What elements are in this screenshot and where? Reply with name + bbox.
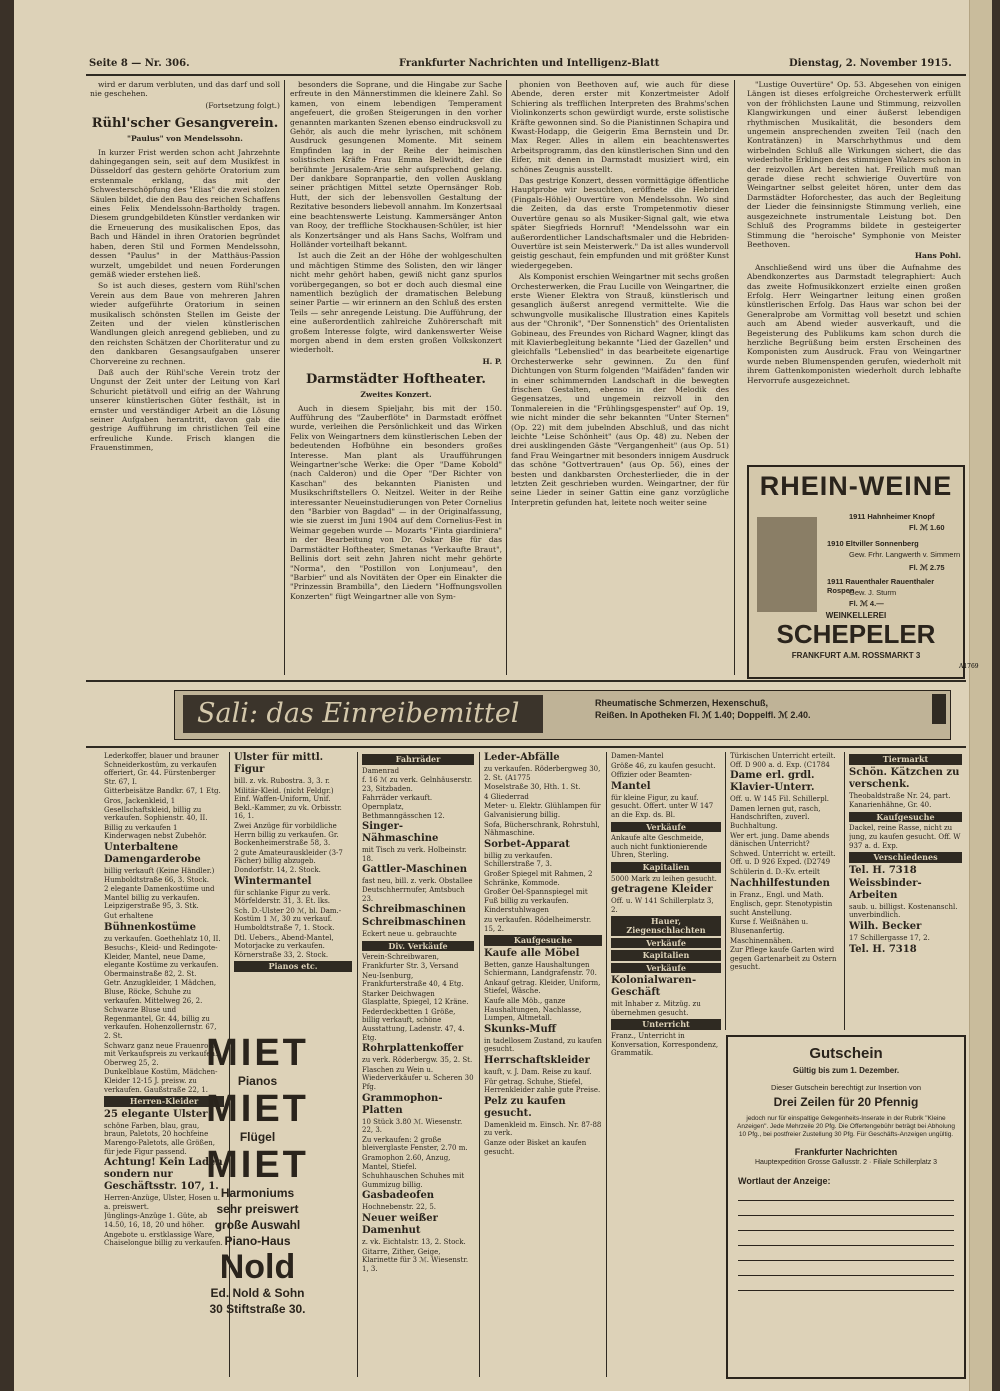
ad-headline: Kaufe alle Möbel [484,947,580,959]
piano-ad-line: Harmoniums [220,1186,295,1200]
column-divider [479,752,480,1377]
classifieds-column-5 [611,752,721,1377]
classified-ad: Ankaufe alte Geschmeide, auch nicht funktionierende Uhren, Sterling. [611,834,708,860]
coupon-validity: Gültig bis zum 1. Dezember. [792,1066,900,1075]
piano-ad-line: MIET [206,1032,309,1074]
classified-ad: Betten, ganze Haushaltungen Schiermann, Landgrafenstr. 70. [484,960,597,978]
wine-price: Fl. ℳ 1.60 [909,523,945,532]
section-heading: Verkäufe [611,963,721,974]
page-number: Seite 8 — Nr. 306. [89,58,190,69]
ad-code: A1769 [959,663,979,670]
classified-ad: Schülerin d. D.-Kv. erteilt [730,867,820,876]
classified-ad: Kinderstuhlwagen [484,906,549,915]
classified-ad: Flaschen zu Wein u. Wiederverkäufer u. Scheren 30 Pfg. [362,1065,474,1092]
ad-headline: Wintermantel [234,875,312,887]
piano-ad-line: große Auswahl [214,1218,301,1232]
wine-advertisement [747,465,965,679]
section-heading: Fahrräder [362,754,474,765]
page-header [89,58,959,74]
sali-advertisement [174,690,951,740]
ad-title: RHEIN-WEINE [759,471,953,501]
section-rule [86,746,966,748]
classified-ad: Größe 46, zu kaufen gesucht. [611,761,716,770]
header-rule [86,74,966,76]
classified-ad: Ganze oder Bisket an kaufen gesucht. [484,1139,587,1156]
classified-ad: Schwarz ganz neue Frauenrock, mit Verkaufspreis zu verkaufen. Oberweg 25, 2. [104,1041,219,1067]
wine-item: 1911 Hahnheimer Knopf [849,512,935,521]
classified-ad: Moselstraße 30, Hth. 1. St. [484,783,581,792]
piano-ad-line: Nold [219,1248,296,1286]
coupon [726,1035,966,1379]
classified-ad: Damen-Mantel [611,752,664,760]
paragraph: besonders die Soprane, und die Hingabe zur Sache erfreute in den Männerstimmen die kleinere Zahl. So kamen, von einem lebendigen Temperament angefeuert, die großen Steigerungen in den vorher genannten markanten Szenen ebenso eindrucksvoll zu Gehör, als auch die mehr lyrischen, mit schönem Ausdruck gesungenen Momente. Mit seinem Empfinden lag in der Reihe der heimischen solistischen Kräfte Frau Emma Bellwidt, der die berühmte Jerusalem-Arie sehr aufsprechend gelang. Der dankbare Sopranpartie, den vollen Ausklang seiner prächtigen Mittel setzte Opernsänger Rob. Hutt, der sich der lebensvollen Gestaltung der Rezitative besonders liebevoll annahm. Im Konzertsaal eine beachtenswerte Leistung. Kammersänger Anton van Rooy, der treffliche Stockhausen-Schüler, ist hier als Konzertsänger und als Hans Sachs, Wolfram und Holländer vorteilhaft bekannt. [290,80,502,249]
article-title: Darmstädter Hoftheater. [306,372,486,388]
classifieds-column-7 [849,752,962,1030]
paragraph: Daß auch der Rühl'sche Verein trotz der Ungunst der Zeit unter der Leitung von Karl Schuricht pietätvoll und eifrig an der Wahrung unserer künstlerischen Güter festhält, ist in ernster und verständiger Arbeit an die Lösung seiner Aufgaben herantritt, davon gab die gestrige Aufführung im christlichen Teil eine erfreuliche Kunde. Frisch klangen die Frauenstimmen, [90,367,280,453]
section-heading: Pianos etc. [234,961,352,972]
classified-ad: Kurse f. Weißnähen u. Blusenanfertig. [730,918,809,935]
classified-ad: Lederkoffer, blauer und brauner Schneiderkostüm, zu verkaufen offeriert, Gr. 44. Fürstenberger Str. 67, I. [104,752,219,786]
classified-ad: Meter- u. Elektr. Glühlampen für Galvanisierung billig. [484,802,601,819]
classified-ad: 2 elegante Damenkostüme und Mantel billig zu verkaufen. Leipzigerstraße 95, 3. Stk. [104,885,215,911]
coupon-field-label: Wortlaut der Anzeige: [738,1176,831,1186]
coupon-text: Dieser Gutschein berechtigt zur Insertion von [770,1083,922,1092]
coupon-write-line[interactable] [738,1200,954,1201]
ad-headline: getragene Kleider [611,884,713,896]
classified-ad: Franz., Unterricht in Konversation, Korrespondenz, Grammatik. [611,1032,719,1058]
castle-illustration [757,517,817,612]
classified-ad: Sch. D.-Ulster 20 ℳ, bl. Dam.-Kostüm 1 ℳ, 30 zu verkauf. Humboldtstraße 7, 1. Stock. [234,906,342,932]
paragraph: Ist auch die Zeit an der Höhe der wohlgeschulten und mächtigen Stimme des Solisten, den wir länger nicht mehr gehört haben, gewiß nicht ganz spurlos vorübergegangen, so bot er doch auch diesmal eine namentlich bezüglich der dramatischen Belebung seiner Partie — wir erinnern an den Schluß des ersten Teils — sehr anregende Leistung. Die Aufführung, der eine außerordentlich zahlreiche Zuhörerschaft mit großem Interesse folgte, wird dankenswerter Weise morgen abend in dem ersten großen Volkskonzert wiederholt. [290,251,502,355]
column-divider [506,80,507,675]
article-subtitle: "Paulus" von Mendelssohn. [127,134,243,144]
ad-headline: Nachhilfestunden [730,877,830,889]
ad-headline: Bühnenkostüme [104,921,196,933]
classified-ad: für kleine Figur, zu kauf. gesucht. Offert. unter W 147 an die Exp. ds. Bl. [611,793,714,819]
coupon-publisher: Frankfurter Nachrichten [794,1147,898,1157]
ad-headline: Schreibmaschinen [362,904,466,916]
paragraph: Auch in diesem Spieljahr, bis mit der 150. Aufführung des "Zauberflöte" in Darmstadt eröffnet wurde, verleihen die Persönlichkeit und das Wirken Felix von Weingartners dem künstlerischen Leben der bedeutenden Hofbühne ein besonders großes Interesse. Man plant als Uraufführungen Weingartner'sche Werke: die Oper "Dame Kobold" (nach Calderon) und die Oper "Der Richter von Kaschan" des bekannten Pianisten und Musikschriftstellers O. Neitzel. Weiter in der Reihe interessanter Neueinstudierungen von Peter Cornelius den "Barbier von Bagdad" — in der Originalfassung, wie sie zuerst im Juni 1904 auf dem Cornelius-Fest in Weimar gegeben wurde — Mozarts "Finta giardiniera" in der Bearbeitung von Dr. Oskar Bie für das Darmstädter Hoftheater, Smetanas "Verkaufte Braut", Bellinis dort seit zehn Jahren nicht mehr gehörte "Norma", den "Postillon von Lonjumeau", den "Barbier" und als Novitäten der Oper ein Einakter die "Prinzessin Brambilla", den Liedern "Hoffnungsvollen Konzerten" fügt Weingartner alle von Sym- [290,403,502,601]
classified-ad: Neu-Isenburg, Frankfurterstraße 40, 4 Etg. [362,971,464,989]
piano-ad-line: 30 Stiftstraße 30. [209,1302,306,1316]
classified-ad: Eckert neue u. gebrauchte [362,930,457,939]
paragraph: So ist auch dieses, gestern vom Rühl'schen Verein aus dem Baue von mehreren Jahren wieder aufgeführte Oratorium in seinen musikalisch schönsten Stellen im Geiste der Zeiten und der vielen künstlerischen Wandlungen gleich anregend geblieben, und zu den reichsten Schätzen der Chorliteratur und zu den dankbaren Gesangsaufgaben unserer Chorvereine zu rechnen. [90,281,280,366]
ad-address: FRANKFURT A.M. ROSSMARKT 3 [791,651,921,660]
classified-ad: Für getrag. Schuhe, Stiefel, Herrenkleider zahle gute Preise. [484,1077,601,1095]
ad-headline: Unterbaltene Damengarderobe [104,841,201,865]
classified-ad: Großer Oel-Spannspiegel mit Fuß billig zu verkaufen. [484,888,588,905]
article-column-3 [511,80,729,673]
classifieds-column-2 [234,752,352,1027]
ad-headline: Kolonialwaren-Geschäft [611,975,697,999]
wine-price: Fl. ℳ 2.75 [909,563,945,572]
classified-ad: fast neu, bill. z. verk. Obstallee Deutschherrnufer, Amtsbuch 23. [362,877,473,903]
classified-ad: in Franz., Engl. und Math. [730,890,824,899]
wine-price: Fl. ℳ 4.— [849,599,884,608]
classified-ad: Federdeckbetten 1 Größe, billig verkauft, schöne Ausstattung, Ladenstr. 47, 4. Etg. [362,1007,465,1042]
classified-ad: zu verkaufen. Röderbergweg 30, 2. St. (A1775 [484,765,601,782]
masthead: Frankfurter Nachrichten und Intelligenz-Blatt [399,58,660,69]
paragraph: "Lustige Ouvertüre" Op. 53. Abgesehen von einigen Längen ist dieses erfolgreiche Orchesterwerk erfüllt von der fröhlichsten Laune und Stimmung, reizvollen Klangwirkungen und einer äußerst lebendigen rhythmischen Musikalität, die besonders dem ungemein ansprechenden zweiten Teil (nach den Kontratänzen) in Marschrhythmus und dem wirbelnden Schluß alle Wirkungen sichert, die das wiederholte Erklingen des stimmigen Walzers schon in der reizvollen Art bereiten hat. Freilich muß man gerade diese recht schwierige Ouvertüre von Weingartner selbst geleitet hören, unter dem das Darmstädter Hoforchester, das auch der Begleitung der Lieder die feinsinnigste Stimmung verlieh, eine ausgezeichnete instrumentale Leistung bot. Den Schluß des Programms bildete in gesteigerter Stimmung die "heroische" Symphonie von Meister Beethoven. [747,80,961,249]
classified-ad: Dunkelblaue Kostüm, Mädchen-Kleider 12-15 J. preisw. zu verkaufen. Gaußstraße 22, 1. [104,1068,218,1094]
section-heading: Kapitalien [611,862,721,873]
classified-ad: Theobaldstraße Nr. 24, part. [849,791,951,800]
barcode-block [932,694,946,724]
classified-ad: 4 Gliederrad [484,792,529,801]
ad-headline: Tel. H. 7318 [849,864,917,876]
ad-headline: Skunks-Muff [484,1023,556,1035]
classified-ad: Militär-Kleid. (nicht Feldgr.) Einf. Waffen-Uniform, Unif. Bekl.-Kammer, zu vk. Orbisstr. 16, 1. [234,786,342,821]
piano-ad-line: MIET [206,1144,309,1186]
column-divider [606,752,607,1377]
section-heading: Verschiedenes [849,852,962,863]
brand-name: SCHEPELER [776,619,936,649]
classified-ad: Sofa, Bücherschrank, Rohrstuhl, Nähmaschine. [484,820,600,838]
section-heading: Kaufgesuche [849,812,962,823]
sali-banner: Sali: das Einreibemittel [183,695,543,733]
column-divider [734,80,735,675]
section-heading: Div. Verkäufe [362,941,474,952]
coupon-title: Gutschein [809,1045,883,1062]
classified-ad: mit Tisch zu verk. Holbeinstr. 18. [362,846,467,863]
ad-headline: Sorbet-Apparat [484,838,570,850]
wine-item: 1911 Rauenthaler Rauenthaler Rospen [827,577,935,595]
coupon-offer: Drei Zeilen für 20 Pfennig [773,1095,919,1109]
ad-headline: Schön. Kätzchen zu verschenk. [849,766,960,790]
newspaper-page [14,0,992,1391]
column-divider [725,752,726,1030]
classified-ad: zu verkaufen. Rödelheimerstr. 15, 2. [484,915,592,933]
classified-ad: Billig zu verkaufen 1 Kinderwagen nebst Zubehör. [104,823,207,841]
classified-ad: Schwed. Unterricht w. erteilt. Off. u. D 926 Exped. (D2749 [730,849,836,867]
classified-ad: zu verk. Röderbergw. 35, 2. St. [362,1056,473,1065]
piano-advertisement [189,1033,326,1378]
classified-ad: Herren-Anzüge, Ulster, Hosen u. a. preiswert. [104,1194,221,1211]
ad-headline: Pelz zu kaufen gesucht. [484,1095,566,1119]
classified-ad: Hochnebenstr. 22, 5. [362,1203,436,1212]
classified-ad: Zwei Anzüge für vorbildliche Herrn billig zu verkaufen. Gr. Bockenheimerstraße 58, 3. [234,821,339,848]
classified-ad: schöne Farben, blau, grau, braun, Paletots, 20 hochfeine Marengo-Paletots, alle Größen, für jede Figur passend. [104,1121,215,1156]
ad-headline: Mantel [611,780,651,792]
ad-headline: Weissbinder-Arbeiten [849,877,922,901]
section-heading: Hauer, Ziegenschlachten [611,916,721,935]
page-edge [969,0,992,1391]
coupon-write-line[interactable] [738,1260,954,1261]
intro-text: wird er darum verbluten, und das darf und soll nie geschehen. [90,80,280,99]
date: Dienstag, 2. November 1915. [789,58,952,69]
piano-ad-line: MIET [206,1088,309,1130]
classified-ad: Englisch, gepr. Stenotypistin sucht Anstellung. [730,900,833,917]
classified-ad: für schlanke Figur zu verk. Mörfelderstr. 31, 3. Et. lks. [234,888,331,906]
classified-ad: Damenrad [362,766,400,775]
coupon-write-line[interactable] [738,1215,954,1216]
classified-ad: billig zu verkaufen. Schillerstraße 7, 3. [484,851,553,869]
sali-text [595,697,810,721]
article-column-1 [90,80,280,673]
ad-headline: Gattler-Maschinen [362,864,468,876]
classified-ad: Off. u. W 141 Schillerplatz 3, 2. [611,897,714,914]
classified-ad: Besuchs-, Kleid- und Redingote-Kleider, Mantel, neue Dame, elegante Kostüme zu verkaufen. Obermainstraße 82, 2. St. [104,944,219,978]
classifieds-column-6 [730,752,840,1030]
piano-ad-line: Pianos [237,1074,278,1088]
column-divider [357,752,358,1377]
classified-ad: Off. u. W 145 Fil. Schillerpl. [730,795,830,804]
coupon-write-line[interactable] [738,1230,954,1231]
classified-ad: kauft, v. J. Dam. Reise zu kauf. [484,1068,592,1077]
classified-ad: bill. z. vk. Rubostra. 3, 3. r. [234,777,330,785]
ad-subtitle: WEINKELLEREI [825,611,887,620]
classified-ad: Offizier oder Beamten- [611,771,692,780]
classified-ad: Türkischen Unterricht erteilt. Off. D 900 a. d. Exp. (C1784 [730,752,836,769]
classified-ad: Wer ert. jung. Dame abends dänischen Unterricht? [730,831,830,849]
section-heading: Kaufgesuche [484,935,602,946]
author-signature: Hans Pohl. [914,251,961,261]
sali-line-1: Rheumatische Schmerzen, Hexenschuß, [595,698,769,708]
column-divider [284,80,285,675]
classified-ad: billig verkauft (Keine Händler.) Humboldtstraße 66, 3. Stock. [104,866,215,884]
classified-ad: Verein-Schreibwaren, Frankfurter Str. 3, Versand [362,953,459,970]
section-heading: Unterricht [611,1019,721,1030]
classified-ad: Schuhhauschen Schuhes mit Gummizug billig. [362,1172,465,1189]
coupon-write-line[interactable] [738,1245,954,1246]
classified-ad: Fahrräder verkauft. Opernplatz, Bethmanngässchen 12. [362,794,445,820]
ad-headline: Wilh. Becker [849,920,922,932]
classified-ad: z. vk. Eichtalstr. 13, 2. Stock. [362,1237,466,1246]
coupon-write-line[interactable] [738,1290,954,1291]
classified-ad: Starker Deichwagen Glasplatte, Spiegel, 12 Kräne. [362,989,469,1007]
column-divider [844,752,845,1030]
classified-ad: Maschinennähen. [730,936,793,945]
classified-ad: 2 gute Amateurauskleider (3-7 Fächer) billig abzugeb. Dondorfstr. 14, 2. Stock. [234,848,343,874]
ad-headline: Grammophon-Platten [362,1092,443,1116]
ad-headline: 25 elegante Ulster [104,1108,208,1120]
classified-ad: Zu verkaufen: 2 große bleiverglaste Fenster, 2.70 m. [362,1135,468,1153]
article-title: Rühl'scher Gesangverein. [91,116,279,132]
classified-ad: Gramophon 2.60, Anzug, Mantel, Stiefel. [362,1154,451,1171]
ad-headline: Tel. H. 7318 [849,943,917,955]
wine-producer: Gew. J. Sturm [849,588,897,597]
classified-ad: Kanarienhähne, Gr. 40. [849,801,932,810]
sali-line-2: Reißen. In Apotheken Fl. ℳ 1.40; Doppelfl. ℳ 2.40. [595,710,811,720]
classifieds-column-3 [362,752,474,1377]
classified-ad: Jünglings-Anzüge 1. Güte, ab 14.50, 16, 18, 20 und höher. [104,1212,208,1229]
article-column-4 [747,80,961,458]
classified-ad: mit Inhaber z. Mitzüg. zu übernehmen gesucht. [611,1000,701,1017]
classified-ad: Dtl. Uebers., Abend-Mantel, Motorjacke zu verkaufen. Körnerstraße 33, 2. Stock. [234,933,334,959]
classifieds-column-4 [484,752,602,1377]
wine-producer: Gew. Frhr. Langwerth v. Simmern [849,550,961,559]
section-heading: Kapitalien [611,950,721,961]
classified-ad: Gitarre, Zither, Geige, Klarinette für 3 ℳ. Wiesenstr. 1, 3. [362,1247,469,1273]
piano-ad-line: sehr preiswert [216,1202,299,1216]
ad-headline: Herrschaftskleider [484,1055,590,1067]
ad-headline: Achtung! Kein Laden sondern nur Geschäftsstr. 107, 1. [104,1157,223,1193]
classified-ad: Gut erhaltene [104,911,154,920]
classified-ad: zu verkaufen. Goethehlatz 10, II. [104,934,221,943]
section-heading: Verkäufe [611,822,721,833]
coupon-address: Hauptexpedition Grosse Gallusstr. 2 · Filiale Schillerplatz 3 [754,1159,938,1166]
wine-item: 1910 Eltviller Sonnenberg [827,539,919,548]
classified-ad: Gros, Jackenkleid, 1 Gesellschaftskleid, billig zu verkaufen. Sophienstr. 40, II. [104,796,208,823]
author-signature: H. P. [482,356,502,366]
section-heading: Herren-Kleider [104,1096,224,1107]
paragraph: In kurzer Frist werden schon acht Jahrzehnte dahingegangen sein, seit auf dem Musikfest in Düsseldorf das gestern gehörte Oratorium zum erstenmale erklang, das mit der Schwesterschöpfung des "Elias" die zwei stolzen Säulen bildet, die den Bau des reichen Schaffens eines Felix Mendelssohn-Bartholdy tragen. Diesem grundgebildeten Künstler verdanken wir die Erneuerung des musikalischen Epos, das Bach und Händel in ihren Oratorien begründet haben, deren Stil und Formen Mendelssohn, dessen "Paulus" in der Matthäus-Passion wurzelt, umgebildet und neuen Forderungen gemäß wieder erstehen ließ. [90,147,280,279]
section-heading: Verkäufe [611,938,721,949]
classified-ad: Schwarze Bluse und Regenmantel, Gr. 44, billig zu verkaufen. Hohenzollernstr. 67, 2. St. [104,1006,217,1041]
classified-ad: Dackel, reine Rasse, nicht zu jung, zu kaufen gesucht. Off. W 937 a. d. Exp. [849,824,961,850]
continuation-note: (Fortsetzung folgt.) [205,100,280,110]
classified-ad: saub. u. billigst. Kostenanschl. unverbindlich. [849,902,958,920]
paragraph: Als Komponist erschien Weingartner mit sechs großen Orchesterwerken, die Frau Lucille von Weingartner, die erste Wiener Elektra von Strauß, künstlerisch und gesanglich äußerst anregend vermittelte. Wie die schwungvolle musikalische Illustration eines Kapitels aus der "Chronik", "Der Sonnenstich" des Orientalisten Gobineau, des Freundes von Richard Wagner, klingt das mit Klavierbegleitung bekannte "Lied der Gazellen" und gleichfalls "Lebenslied" in das bearbeitete eigenartige Orchesterwerke sehr gewinnen. Zu den fünf Dichtungen von Sturm folgenden "Maifäden" fanden wir in einer schimmernden Landschaft in die bewegten frischen Gestalten, ebenso in der Melodik des Gegensatzes, und ungemein reizvoll in den Tonmalereien in die "Frühlingsgespenster" auf Op. 19, wie nicht minder die sehr bekannten "Unter Sternen" (Op. 22) mit dem jubelnden Abschluß, und das nicht leichte "Leise Schönheit" (aus Op. 48) zu. Neben der drei ausklingenden Gäste "Vergangenheit" (aus Op. 51) fand Frau Weingartner mit besonders innigem Ausdruck das schöne "Gottvertrauen" (aus Op. 56), eines der besten und dankbarsten Orchesterlieder, die in der letzten Zeit geschrieben wurden. Weingartner, der für seine Lieder in seiner Gattin eine ganz vorzügliche Interpretin gefunden hat, leitete noch weiter seine [511,272,729,507]
ad-headline: Ulster für mittl. Figur [234,752,324,775]
ad-headline: Neuer weißer Damenhut [362,1212,438,1236]
classified-ad: Gitterbeisätze Bandkr. 67, 1 Etg. [104,787,221,796]
ad-headline: Rohrplattenkoffer [362,1043,464,1055]
classified-ad: f. 16 ℳ zu verk. Gelnhäuserstr. 23, Sitzbaden. [362,776,473,793]
classified-ad: Getr. Anzugkleider, 1 Mädchen, Bluse, Röcke, Schuhe zu verkaufen. Mittelweg 26, 2. [104,979,217,1005]
paragraph: Das gestrige Konzert, dessen vormittägige öffentliche Hauptprobe wir besuchten, eröffnete die Hebriden (Fingals-Höhle) Ouvertüre von Mendelssohn. Wo sind die Zeiten, da das erste Trompetenmotiv dieser Ouvertüre genau so als Musiker-Signal galt, wie etwa später Siegfrieds Hornruf! "Mendelssohn war ein außerordentlicher Landschaftsmaler und die Hebriden-Ouvertüre ist sein Meisterwerk." Da ist alles wundervoll geistig geschaut, fein empfunden und mit größter Kunst wiedergegeben. [511,176,729,270]
classified-ad: Ankauf getrag. Kleider, Uniform, Stiefel, Wäsche. [484,978,601,996]
classified-ad: 5000 Mark zu leihen gesucht. [611,874,717,883]
piano-ad-line: Piano-Haus [224,1234,291,1248]
ad-headline: Leder-Abfälle [484,752,560,763]
ad-headline: Dame erl. grdl. Klavier-Unterr. [730,770,815,794]
classified-ad: Zur Pflege kaufe Garten wird gegen Gartenarbeit zu Ostern gesucht. [730,946,837,972]
piano-ad-line: Flügel [239,1130,276,1144]
section-rule [86,680,966,682]
coupon-write-line[interactable] [738,1275,954,1276]
classified-ad: Kaufe alle Möb., ganze Haushaltungen, Nachlasse, Lumpen, Altmetall. [484,997,582,1023]
ad-headline: Singer-Nähmaschine [362,821,439,845]
ad-headline: Gasbadeofen [362,1190,435,1202]
classified-ad: Angebote u. erstklassige Ware, Chaiselongue billig zu verkaufen. [104,1230,223,1248]
paragraph: phonien von Beethoven auf, wie auch für diese Abende, deren erster mit Konzertmeister Adolf Schiering als trefflichen Interpreten des Brahms'schen Violinkonzerts schon gewürdigt wurde, erste solistische Kräfte gewonnen sind. So die Pianistinnen Schapira und Kwast-Hodapp, die Geigerin Ema Bernstein und Dr. Max Reger. Alles in allem ein beachtenswertes Arbeitsprogramm, das den künstlerischen Sinn und den Eifer, mit denen in Darmstadt musiziert wird, ein schönes Zeugnis ausstellt. [511,80,729,174]
paragraph: Anschließend wird uns über die Aufnahme des Abendkonzertes aus Darmstadt telegraphiert: Auch das zweite Hofmusikkonzert erzielte einen großen Erfolg. Herr Weingartner leitung einen großen künstlerischen Erfolg. Das Haus war schon bei der Generalprobe am Vormittag voll besetzt und schien auch am Abend wieder ausverkauft, und die Begeisterung des Publikums kam schon durch die herzliche Begrüßung beim ersten Erscheinen des Komponisten zum Ausdruck. Frau von Weingartner wurde neben Blumenspenden gerufen, wiederholt mit ihrem Gattenkomponisten wiederholt durch lebhafte Hervorrufe ausgezeichnet. [747,262,961,385]
section-heading: Tiermarkt [849,754,962,765]
classified-ad: in tadellosem Zustand, zu kaufen gesucht. [484,1036,602,1054]
classified-ad: 10 Stück 3.80 ℳ. Wiesenstr. 22, 3. [362,1117,463,1135]
classified-ad: Damen lernen gut, rasch, Handschriften, zuverl. Buchhaltung. [730,804,821,830]
coupon-conditions: jedoch nur für einspaltige Gelegenheits-Inserate in der Rubrik "Kleine Anzeigen". Jede Mehrzeile 20 Pfg. Die Offertengebühr beträgt bei Abholung 10 Pfg., bei postfreier Zustellung 30 Pfg. Für Geschäfts-Anzeigen ungültig. [737,1115,955,1138]
ad-headline: Schreibmaschinen [362,917,466,929]
article-column-2 [290,80,502,673]
classified-ad: 17 Schillergasse 17, 2. [849,933,930,942]
piano-ad-line: Ed. Nold & Sohn [210,1286,305,1300]
classified-ad: Großer Spiegel mit Rahmen, 2 Schränke, Kommode. [484,869,593,887]
classified-ad: Damenkleid m. Einsch. Nr. 87-88 zu verk. [484,1120,602,1138]
article-subtitle: Zweites Konzert. [360,390,432,400]
